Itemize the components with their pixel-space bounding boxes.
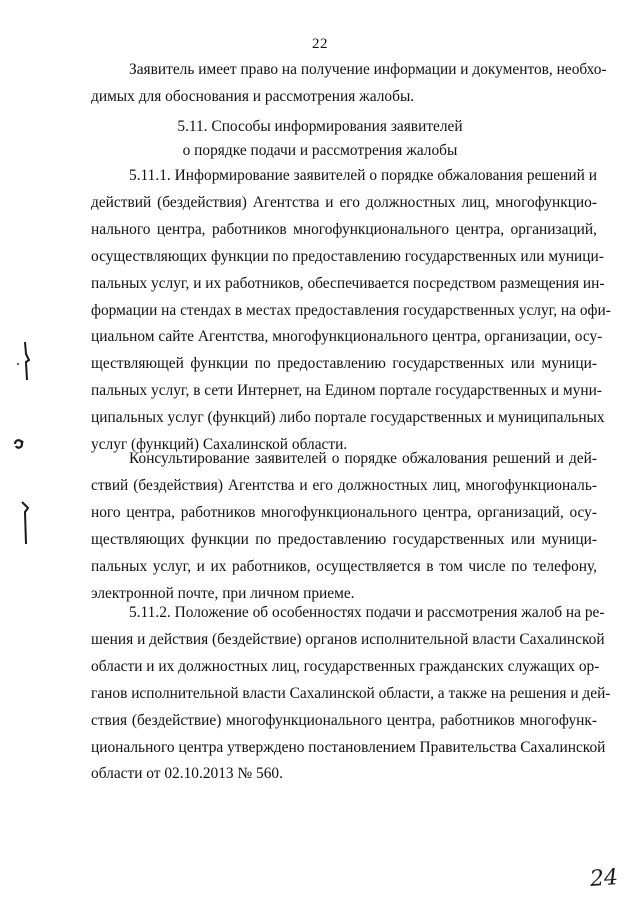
intro-paragraph (91, 57, 607, 111)
paragraph-line: ствий (бездействия) Агентства и его должностных лиц, многофункциональ- (91, 476, 597, 494)
paragraph-line: шения и действия (бездействие) органов исполнительной власти Сахалинской (91, 630, 605, 648)
paragraph-5-11-2 (91, 600, 611, 788)
paragraph-line: области от 02.10.2013 № 560. (91, 765, 283, 783)
margin-hole-mark-icon (10, 436, 28, 452)
paragraph-line: Консультирование заявителей о порядке обжалования решений и дей- (129, 450, 597, 467)
section-heading-line-1: 5.11. Способы информирования заявителей (177, 118, 463, 135)
paragraph-line: пальных услуг, и их работников, обеспечивается посредством размещения ин- (91, 274, 605, 292)
handwritten-page-number: 24 (589, 865, 619, 892)
paragraph-line: 5.11.2. Положение об особенностях подачи и рассмотрения жалоб на ре- (129, 604, 605, 621)
paragraph-line: ствия (бездействие) многофункционального центра, работников многофунк- (91, 711, 597, 729)
paragraph-line: ного центра, работников многофункционального центра, организаций, осу- (91, 503, 597, 521)
paragraph-line: циальном сайте Агентства, многофункционального центра, организации, осу- (91, 328, 603, 346)
paragraph-line: пальных услуг, в сети Интернет, на Едином портале государственных и муни- (91, 382, 602, 400)
section-heading-line-2: о порядке подачи и рассмотрения жалобы (182, 142, 458, 159)
paragraph-line: действий (бездействия) Агентства и его должностных лиц, многофункцио- (91, 193, 597, 211)
paragraph-line: ществляющей функции по предоставлению государственных или муници- (91, 355, 597, 373)
intro-line: димых для обоснования и рассмотрения жалобы. (91, 87, 415, 105)
paragraph-line: осуществляющих функции по предоставлению государственных или муници- (91, 247, 604, 265)
paragraph-line: ществляющих функции по предоставлению государственных или муници- (91, 530, 597, 548)
margin-binding-mark-icon (14, 500, 36, 550)
paragraph-line: области и их должностных лиц, государственных гражданских служащих ор- (91, 657, 600, 675)
paragraph-consultation (91, 446, 597, 607)
paragraph-5-11-1 (91, 163, 611, 459)
paragraph-line: пальных услуг, и их работников, осуществляется в том числе по телефону, (91, 557, 597, 575)
paragraph-line: нального центра, работников многофункционального центра, организаций, (91, 220, 597, 238)
paragraph-line: 5.11.1. Информирование заявителей о порядке обжалования решений и (129, 167, 597, 184)
intro-line: Заявитель имеет право на получение информации и документов, необхо- (129, 61, 607, 78)
paragraph-line: ципальных услуг (функций) либо портале государственных и муниципальных (91, 409, 605, 427)
margin-binding-mark-icon (14, 340, 36, 386)
paragraph-line: электронной почте, при личном приеме. (91, 584, 355, 602)
paragraph-line: услуг (функций) Сахалинской области. (91, 436, 348, 454)
paragraph-line: ционального центра утверждено постановлением Правительства Сахалинской (91, 738, 606, 756)
paragraph-line: ганов исполнительной власти Сахалинской области, а также на решения и дей- (91, 684, 611, 702)
page-number: 22 (312, 36, 328, 52)
paragraph-line: формации на стендах в местах предоставления государственных услуг, на офи- (91, 301, 611, 319)
